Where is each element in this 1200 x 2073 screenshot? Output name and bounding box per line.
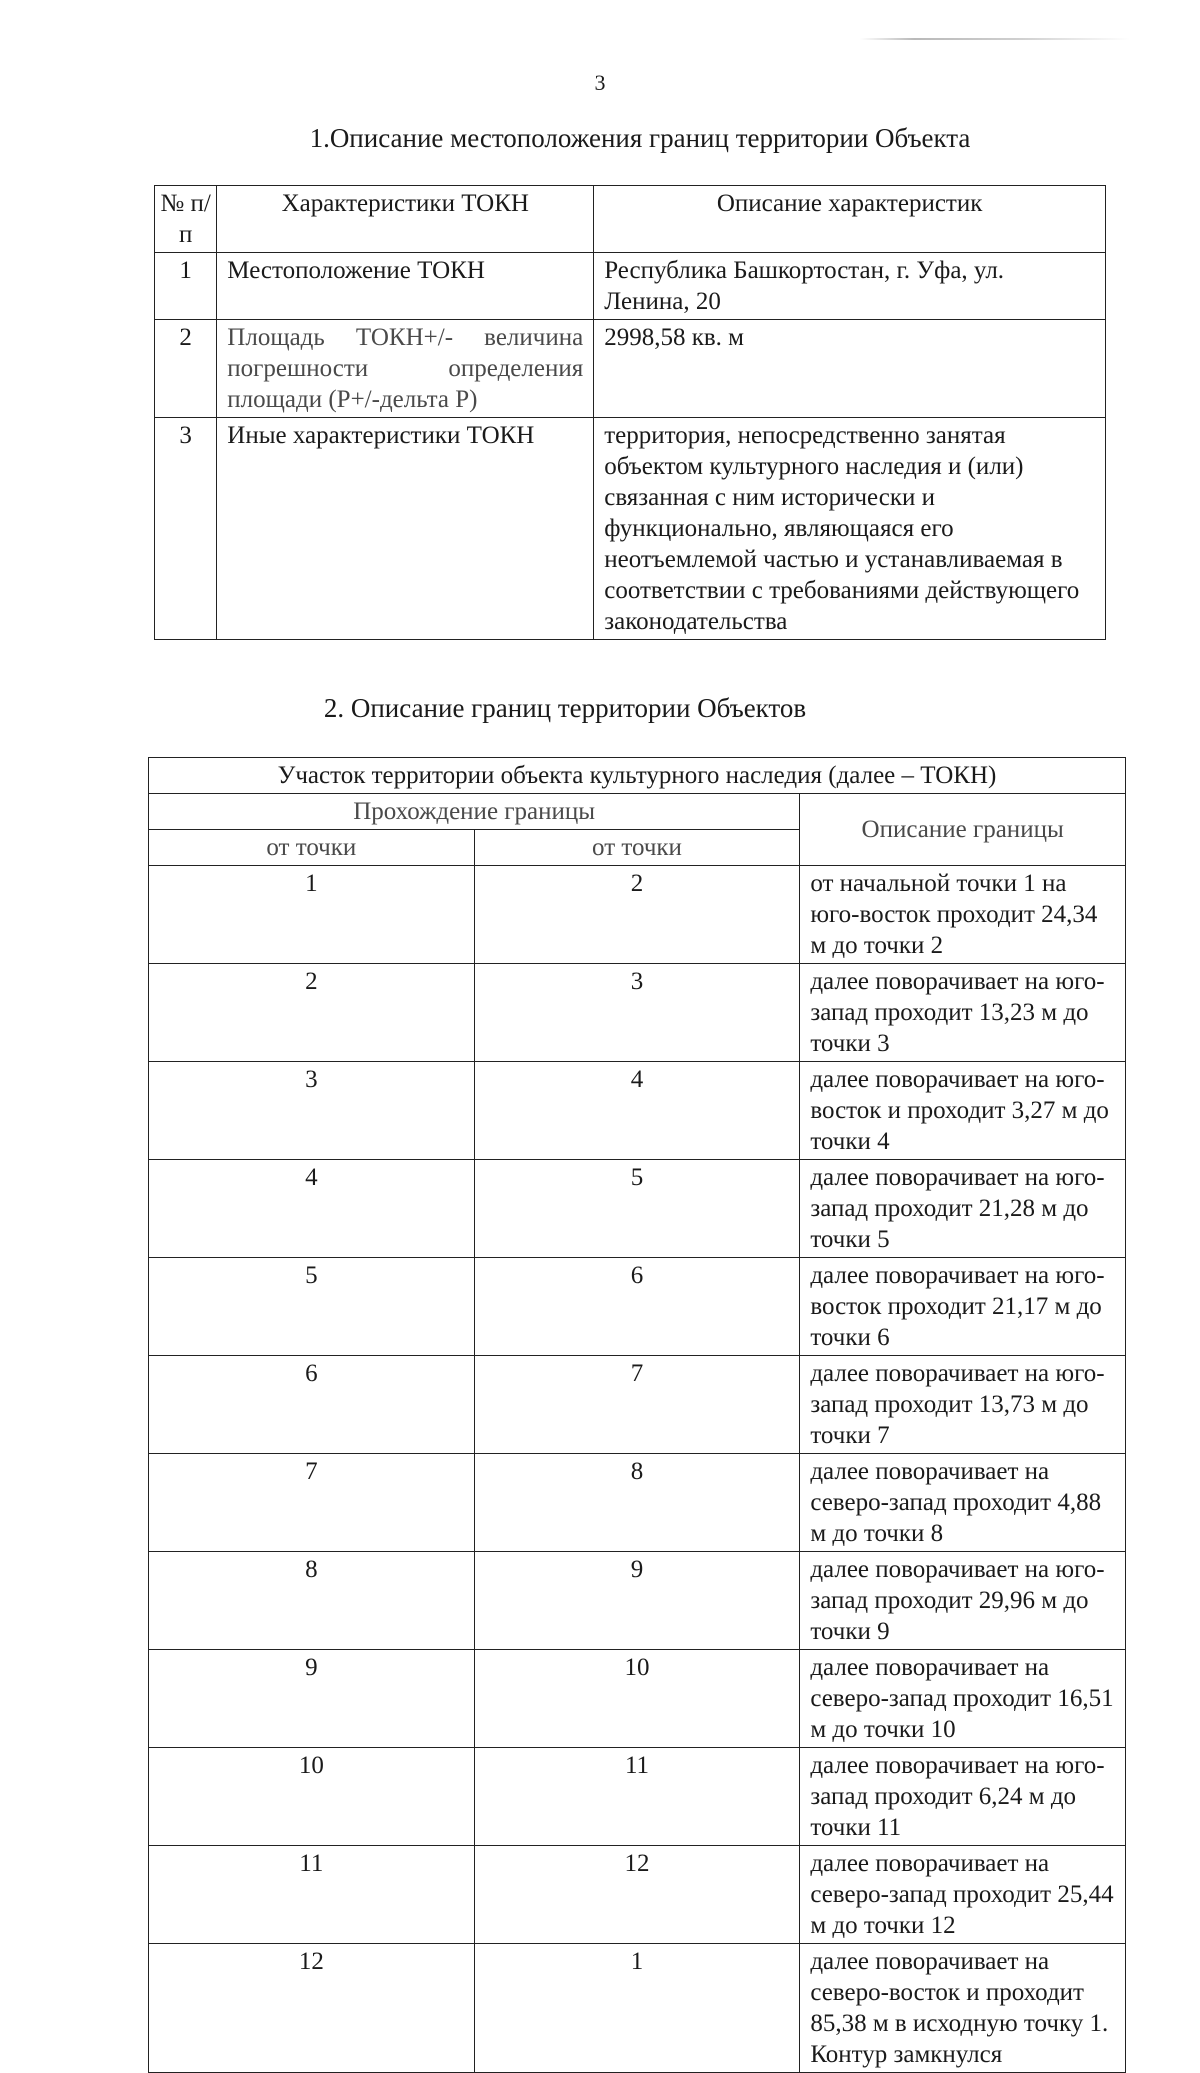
row-to-point: 11 (474, 1748, 800, 1846)
row-from-point: 1 (149, 866, 475, 964)
table-row (149, 1748, 1126, 1846)
table-row (155, 320, 1106, 418)
table-row (149, 1944, 1126, 2073)
header-from-point: от точки (149, 830, 475, 866)
row-boundary-text: далее поворачивает на юго-запад проходит 21,28 м до точки 5 (800, 1160, 1126, 1258)
table-row (149, 1258, 1126, 1356)
row-num: 1 (155, 253, 217, 320)
row-name: Местоположение ТОКН (217, 253, 594, 320)
table-row (155, 418, 1106, 640)
row-to-point: 8 (474, 1454, 800, 1552)
table-header-row (155, 186, 1106, 253)
row-boundary-text: далее поворачивает на северо-запад проходит 25,44 м до точки 12 (800, 1846, 1126, 1944)
row-from-point: 8 (149, 1552, 475, 1650)
table-row (149, 1160, 1126, 1258)
row-to-point: 5 (474, 1160, 800, 1258)
table-row (155, 253, 1106, 320)
row-from-point: 2 (149, 964, 475, 1062)
row-boundary-text: далее поворачивает на юго-запад проходит 29,96 м до точки 9 (800, 1552, 1126, 1650)
row-boundary-text: далее поворачивает на юго-запад проходит 13,23 м до точки 3 (800, 964, 1126, 1062)
row-boundary-text: далее поворачивает на юго-восток проходит 21,17 м до точки 6 (800, 1258, 1126, 1356)
row-from-point: 6 (149, 1356, 475, 1454)
row-from-point: 9 (149, 1650, 475, 1748)
row-to-point: 9 (474, 1552, 800, 1650)
table-row (149, 1356, 1126, 1454)
header-description: Описание характеристик (594, 186, 1106, 253)
table-row (149, 1454, 1126, 1552)
table-row (149, 1062, 1126, 1160)
row-from-point: 7 (149, 1454, 475, 1552)
row-boundary-text: далее поворачивает на юго-запад проходит 13,73 м до точки 7 (800, 1356, 1126, 1454)
row-from-point: 5 (149, 1258, 475, 1356)
row-to-point: 12 (474, 1846, 800, 1944)
row-to-point: 10 (474, 1650, 800, 1748)
row-name: Площадь ТОКН+/- величина погрешности определения площади (Р+/-дельта Р) (217, 320, 594, 418)
row-boundary-text: далее поворачивает на северо-запад проходит 4,88 м до точки 8 (800, 1454, 1126, 1552)
row-to-point: 6 (474, 1258, 800, 1356)
row-name: Иные характеристики ТОКН (217, 418, 594, 640)
row-to-point: 4 (474, 1062, 800, 1160)
row-num: 3 (155, 418, 217, 640)
row-from-point: 12 (149, 1944, 475, 2073)
header-characteristics: Характеристики ТОКН (217, 186, 594, 253)
header-boundary-description: Описание границы (800, 794, 1126, 866)
header-to-point: от точки (474, 830, 800, 866)
table-row (149, 866, 1126, 964)
table-caption: Участок территории объекта культурного наследия (далее – ТОКН) (149, 758, 1126, 794)
table-row (149, 1650, 1126, 1748)
row-desc: территория, непосредственно занятая объектом культурного наследия и (или) связанная с ним исторически и функционально, являющаяся его неотъемлемой частью и устанавливаемая в соответствии с требованиями действующего законодательства (594, 418, 1106, 640)
page-number: 3 (594, 70, 606, 95)
table-row (149, 964, 1126, 1062)
header-num: № п/п (155, 186, 217, 253)
row-boundary-text: далее поворачивает на юго-запад проходит 6,24 м до точки 11 (800, 1748, 1126, 1846)
row-to-point: 3 (474, 964, 800, 1062)
section2-title: 2. Описание границ территории Объектов (323, 693, 807, 723)
row-desc: 2998,58 кв. м (594, 320, 1106, 418)
row-to-point: 7 (474, 1356, 800, 1454)
row-to-point: 1 (474, 1944, 800, 2073)
row-boundary-text: далее поворачивает на северо-восток и проходит 85,38 м в исходную точку 1. Контур замкнулся (800, 1944, 1126, 2073)
header-passage: Прохождение границы (149, 794, 800, 830)
row-to-point: 2 (474, 866, 800, 964)
row-desc: Республика Башкортостан, г. Уфа, ул. Ленина, 20 (594, 253, 1106, 320)
table-row (149, 1552, 1126, 1650)
row-from-point: 4 (149, 1160, 475, 1258)
location-table (154, 185, 1106, 640)
row-boundary-text: далее поворачивает на северо-запад проходит 16,51 м до точки 10 (800, 1650, 1126, 1748)
table-header-row (149, 794, 1126, 830)
row-from-point: 11 (149, 1846, 475, 1944)
section1-title: 1.Описание местоположения границ территории Объекта (309, 123, 971, 153)
row-boundary-text: от начальной точки 1 на юго-восток проходит 24,34 м до точки 2 (800, 866, 1126, 964)
row-boundary-text: далее поворачивает на юго-восток и проходит 3,27 м до точки 4 (800, 1062, 1126, 1160)
boundary-table (148, 757, 1126, 2073)
scan-fold-mark (860, 38, 1130, 40)
table-row (149, 1846, 1126, 1944)
row-from-point: 3 (149, 1062, 475, 1160)
table-caption-row (149, 758, 1126, 794)
row-from-point: 10 (149, 1748, 475, 1846)
row-num: 2 (155, 320, 217, 418)
